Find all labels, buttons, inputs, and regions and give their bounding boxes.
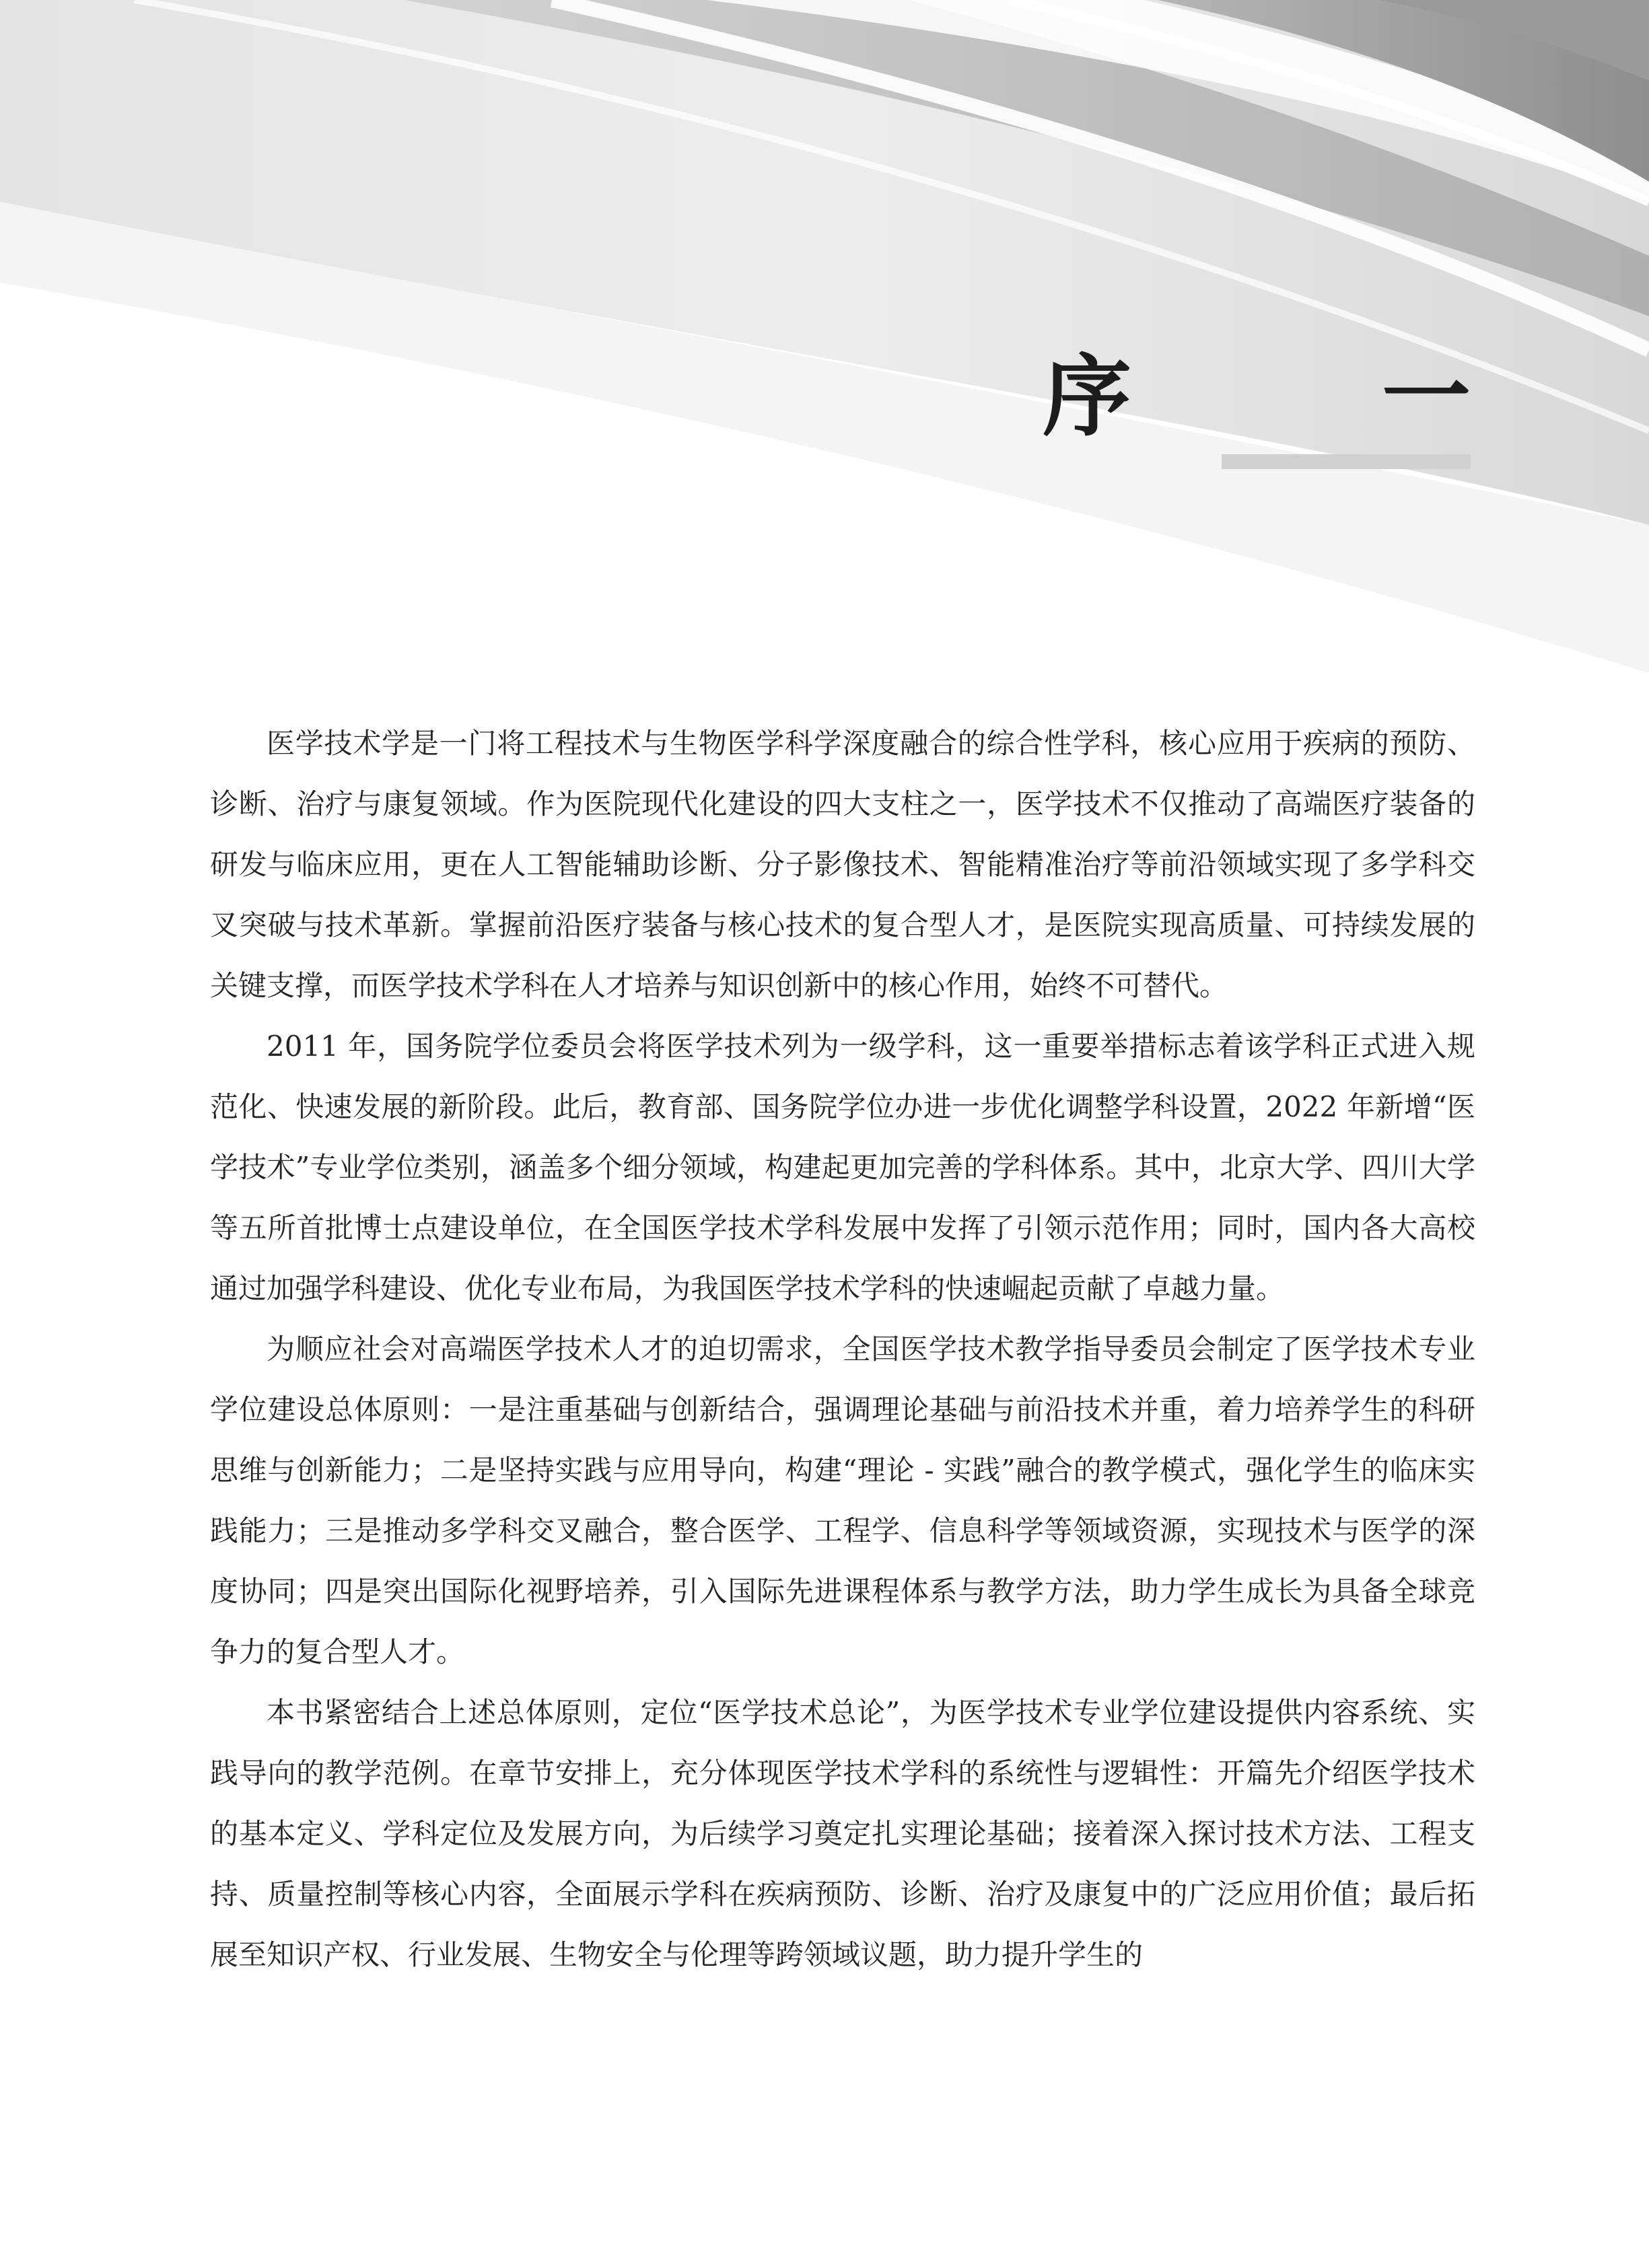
title-underline xyxy=(1222,454,1471,469)
paragraph-1: 医学技术学是一门将工程技术与生物医学科学深度融合的综合性学科，核心应用于疾病的预防、诊断、治疗与康复领域。作为医院现代化建设的四大支柱之一，医学技术不仅推动了高端医疗装备的研发与临床应用，更在人工智能辅助诊断、分子影像技术、智能精准治疗等前沿领域实现了多学科交叉突破与技术革新。掌握前沿医疗装备与核心技术的复合型人才，是医院实现高质量、可持续发展的关键支撑，而医学技术学科在人才培养与知识创新中的核心作用，始终不可替代。 xyxy=(210,727,1475,1002)
header-decoration xyxy=(0,0,1649,673)
chapter-title: 序 一 xyxy=(1043,345,1551,449)
paragraph-3: 为顺应社会对高端医学技术人才的迫切需求，全国医学技术教学指导委员会制定了医学技术专业学位建设总体原则：一是注重基础与创新结合，强调理论基础与前沿技术并重，着力培养学生的科研思维与创新能力；二是坚持实践与应用导向，构建“理论 - 实践”融合的教学模式，强化学生的临床实践能力；三是推动多学科交叉融合，整合医学、工程学、信息科学等领域资源，实现技术与医学的深度协同；四是突出国际化视野培养，引入国际先进课程体系与教学方法，助力学生成长为具备全球竞争力的复合型人才。 xyxy=(210,1333,1475,1668)
paragraph-4: 本书紧密结合上述总体原则，定位“医学技术总论”，为医学技术专业学位建设提供内容系统、实践导向的教学范例。在章节安排上，充分体现医学技术学科的系统性与逻辑性：开篇先介绍医学技术的基本定义、学科定位及发展方向，为后续学习奠定扎实理论基础；接着深入探讨技术方法、工程支持、质量控制等核心内容，全面展示学科在疾病预防、诊断、治疗及康复中的广泛应用价值；最后拓展至知识产权、行业发展、生物安全与伦理等跨领域议题，助力提升学生的 xyxy=(210,1696,1475,1971)
preface-body xyxy=(210,713,1475,1985)
paragraph-2: 2011 年，国务院学位委员会将医学技术列为一级学科，这一重要举措标志着该学科正式进入规范化、快速发展的新阶段。此后，教育部、国务院学位办进一步优化调整学科设置，2022 年新增“医学技术”专业学位类别，涵盖多个细分领域，构建起更加完善的学科体系。其中，北京大学、四川大学等五所首批博士点建设单位，在全国医学技术学科发展中发挥了引领示范作用；同时，国内各大高校通过加强学科建设、优化专业布局，为我国医学技术学科的快速崛起贡献了卓越力量。 xyxy=(210,1030,1475,1305)
